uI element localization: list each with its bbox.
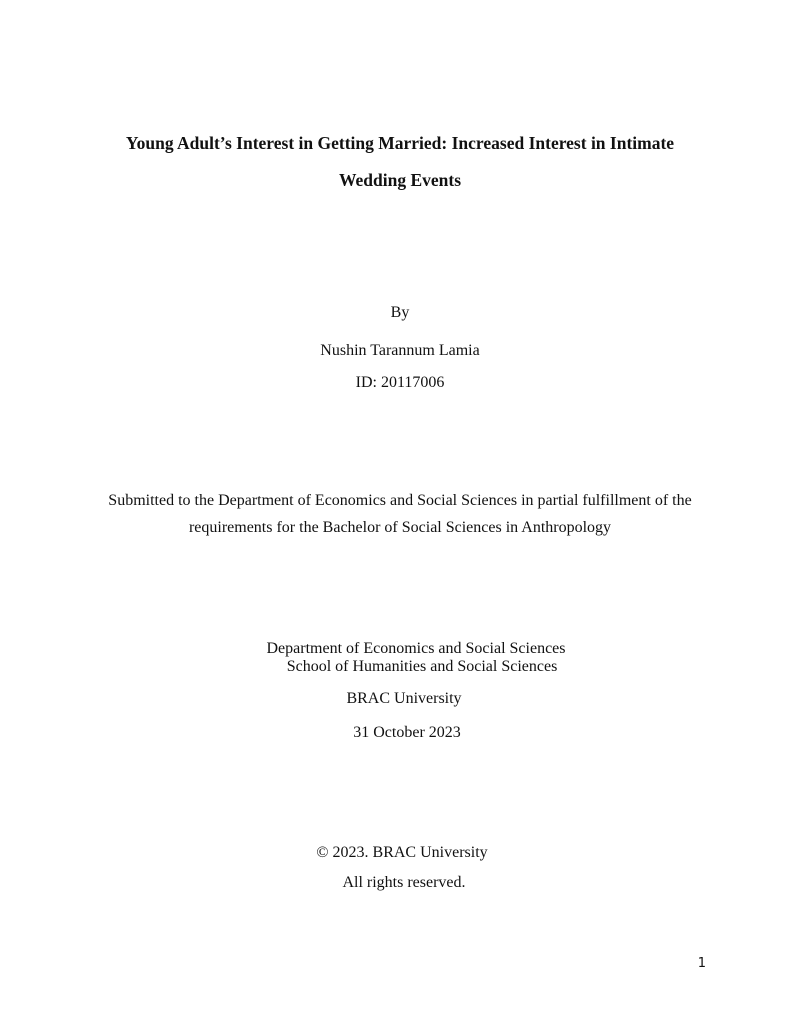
title-line-2: Wedding Events — [338, 170, 462, 190]
copyright-notice: © 2023. BRAC University — [316, 844, 488, 861]
rights-reserved: All rights reserved. — [342, 874, 466, 891]
page-number: 1 — [697, 956, 706, 971]
title-line-1: Young Adult’s Interest in Getting Married: Increased Interest in Intimate — [125, 133, 675, 153]
submission-line-1: Submitted to the Department of Economics and Social Sciences in partial fulfillment of the — [108, 492, 692, 509]
submission-date: 31 October 2023 — [353, 724, 461, 741]
department-name: Department of Economics and Social Sciences — [266, 640, 566, 657]
school-name: School of Humanities and Social Sciences — [286, 658, 558, 675]
student-id: ID: 20117006 — [355, 374, 445, 391]
university-name: BRAC University — [346, 690, 462, 707]
submission-line-2: requirements for the Bachelor of Social Sciences in Anthropology — [188, 519, 612, 536]
by-label: By — [390, 304, 410, 321]
author-name: Nushin Tarannum Lamia — [320, 342, 480, 359]
